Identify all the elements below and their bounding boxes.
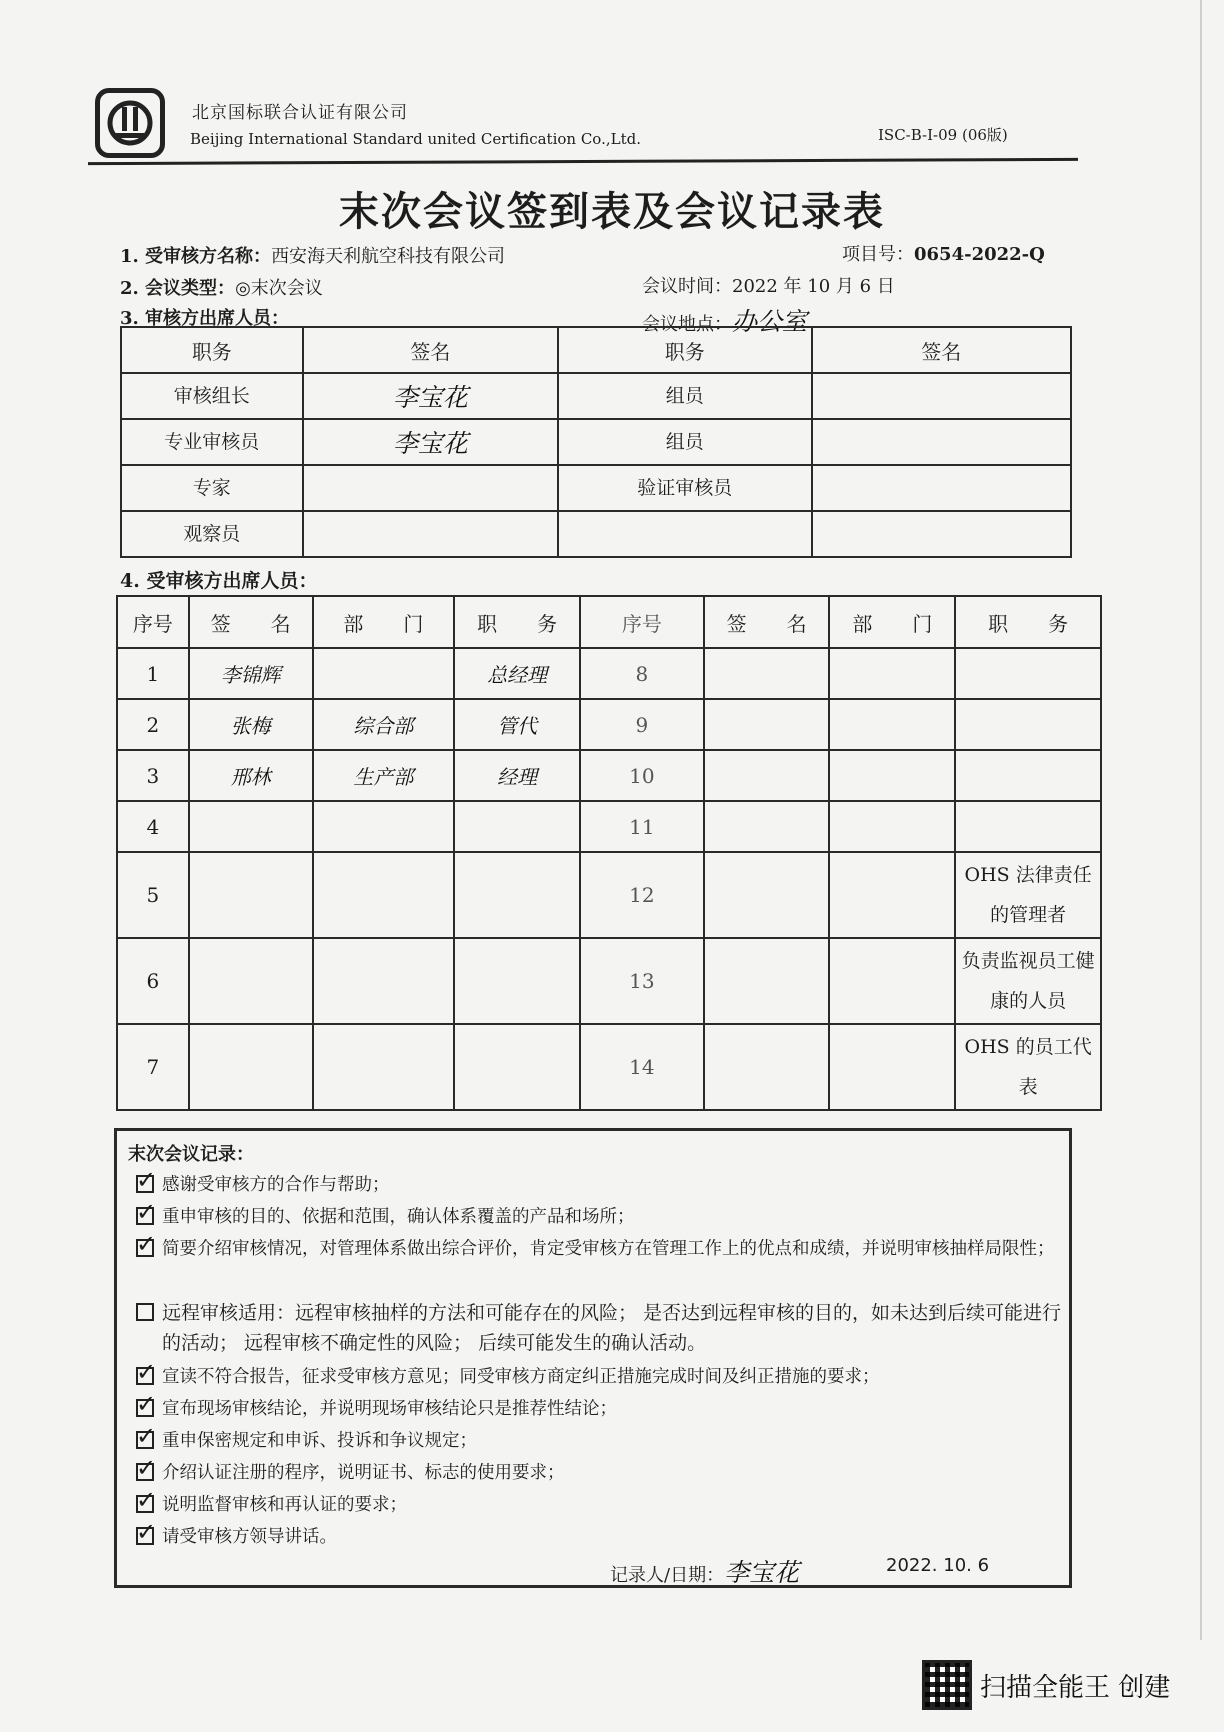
dept-cell [829, 801, 955, 852]
seq-cell: 10 [580, 750, 704, 801]
signature-cell [303, 511, 558, 557]
header-sign: 签 名 [704, 596, 830, 648]
record-date: 2022. 10. 6 [886, 1555, 990, 1576]
signature-cell [189, 852, 313, 938]
role-cell: 验证审核员 [558, 465, 811, 511]
header-sign: 签 名 [189, 596, 313, 648]
table-row [121, 419, 1071, 465]
header-role: 职务 [558, 327, 811, 373]
record-item [136, 1362, 1066, 1392]
seq-cell: 11 [580, 801, 704, 852]
recorder-label: 记录人/日期： [610, 1565, 725, 1586]
seq-cell: 14 [580, 1024, 704, 1110]
seq-cell: 4 [117, 801, 189, 852]
role-cell: 专家 [121, 465, 303, 511]
position-cell [955, 648, 1101, 699]
seq-cell: 13 [580, 938, 704, 1024]
table-row [121, 373, 1071, 419]
record-item-text: 简要介绍审核情况，对管理体系做出综合评价，肯定受审核方在管理工作上的优点和成绩，并说明审核抽样局限性； [162, 1239, 1055, 1259]
form-code: ISC-B-I-09 (06版) [878, 126, 1008, 144]
seq-cell: 3 [117, 750, 189, 801]
record-item-text: 重申审核的目的、依据和范围，确认体系覆盖的产品和场所； [162, 1207, 635, 1227]
record-item-text: 远程审核适用：远程审核抽样的方法和可能存在的风险； 是否达到远程审核的目的，如未达到后续可能进行的活动； 远程审核不确定性的风险； 后续可能发生的确认活动。 [162, 1302, 1062, 1354]
position-cell: 总经理 [454, 648, 580, 699]
meeting-record-title: 末次会议记录： [128, 1144, 254, 1165]
seq-cell: 1 [117, 648, 189, 699]
table-row [117, 750, 1101, 801]
record-item [136, 1394, 1066, 1424]
signature-cell [812, 419, 1071, 465]
header-role: 职务 [121, 327, 303, 373]
qr-code-icon [922, 1660, 972, 1710]
record-item [136, 1202, 1066, 1232]
table-row [117, 699, 1101, 750]
role-cell [558, 511, 811, 557]
company-name-en: Beijing International Standard united Certification Co.,Ltd. [190, 130, 641, 148]
position-cell [955, 750, 1101, 801]
position-cell [955, 801, 1101, 852]
checkbox-icon[interactable] [136, 1239, 154, 1257]
meeting-place-value: 办公室 [732, 307, 808, 336]
position-cell [955, 699, 1101, 750]
signature-cell [812, 511, 1071, 557]
record-item-text: 说明监督审核和再认证的要求； [162, 1495, 407, 1515]
record-item [136, 1298, 1066, 1358]
signature-cell [704, 801, 830, 852]
header-seq: 序号 [580, 596, 704, 648]
meeting-time-line [642, 272, 895, 298]
meeting-time-value: 2022 年 10 月 6 日 [732, 276, 895, 297]
table-row [117, 938, 1101, 1024]
seq-cell: 2 [117, 699, 189, 750]
signature-cell: 张梅 [189, 699, 313, 750]
record-item-text: 感谢受审核方的合作与帮助； [162, 1175, 390, 1195]
table-row [117, 852, 1101, 938]
record-item-text: 请受审核方领导讲话。 [162, 1527, 337, 1547]
dept-cell: 综合部 [313, 699, 455, 750]
company-name-cn: 北京国标联合认证有限公司 [192, 103, 408, 123]
meeting-type-label: 2. 会议类型： [120, 278, 236, 299]
dept-cell [313, 852, 455, 938]
signature-cell [704, 699, 830, 750]
auditor-attendance-table [120, 326, 1072, 558]
meeting-type-line [120, 274, 323, 300]
seq-cell: 5 [117, 852, 189, 938]
signature-cell [189, 938, 313, 1024]
role-cell: 组员 [558, 419, 811, 465]
header-dept: 部 门 [313, 596, 455, 648]
record-item-text: 宣布现场审核结论，并说明现场审核结论只是推荐性结论； [162, 1399, 617, 1419]
record-item-text: 宣读不符合报告，征求受审核方意见；同受审核方商定纠正措施完成时间及纠正措施的要求； [162, 1367, 880, 1387]
recorder-signature: 李宝花 [724, 1558, 800, 1587]
checkbox-icon[interactable] [136, 1399, 154, 1417]
header-sign: 签名 [303, 327, 558, 373]
project-label: 项目号： [842, 244, 914, 265]
dept-cell [829, 1024, 955, 1110]
table-row [121, 465, 1071, 511]
auditee-table-header [117, 596, 1101, 648]
auditor-attendees-label: 3. 审核方出席人员： [120, 308, 290, 329]
project-value: 0654-2022-Q [914, 244, 1045, 265]
checkbox-icon[interactable] [136, 1463, 154, 1481]
position-cell: 管代 [454, 699, 580, 750]
role-cell: 组员 [558, 373, 811, 419]
page-title: 末次会议签到表及会议记录表 [339, 188, 885, 235]
dept-cell [313, 1024, 455, 1110]
seq-cell: 6 [117, 938, 189, 1024]
table-row [121, 511, 1071, 557]
seq-cell: 9 [580, 699, 704, 750]
signature-cell [704, 1024, 830, 1110]
seq-cell: 12 [580, 852, 704, 938]
checkbox-icon[interactable] [136, 1431, 154, 1449]
header-sign: 签名 [812, 327, 1071, 373]
dept-cell [829, 648, 955, 699]
checkbox-icon[interactable] [136, 1495, 154, 1513]
dept-cell [829, 938, 955, 1024]
record-item [136, 1426, 1066, 1456]
signature-cell: 李锦辉 [189, 648, 313, 699]
signature-cell: 李宝花 [303, 419, 558, 465]
page-edge-divider [1200, 0, 1202, 1640]
signature-cell [812, 373, 1071, 419]
meeting-time-label: 会议时间： [642, 276, 732, 297]
dept-cell [313, 648, 455, 699]
dept-cell [829, 852, 955, 938]
table-row [117, 1024, 1101, 1110]
header-dept: 部 门 [829, 596, 955, 648]
checkbox-icon[interactable] [136, 1527, 154, 1545]
auditee-attendees-label: 4. 受审核方出席人员： [120, 570, 318, 592]
dept-cell [829, 750, 955, 801]
header-position: 职 务 [955, 596, 1101, 648]
dept-cell [313, 801, 455, 852]
scan-watermark-text: 扫描全能王 创建 [980, 1672, 1171, 1703]
dept-cell [829, 699, 955, 750]
checkbox-icon[interactable] [136, 1367, 154, 1385]
auditor-table-header [121, 327, 1071, 373]
seq-cell: 7 [117, 1024, 189, 1110]
position-cell [454, 1024, 580, 1110]
record-item [136, 1458, 1066, 1488]
position-cell [454, 801, 580, 852]
role-cell: 审核组长 [121, 373, 303, 419]
project-line [842, 240, 1045, 266]
signature-cell [704, 852, 830, 938]
role-cell: 观察员 [121, 511, 303, 557]
auditee-label: 1. 受审核方名称： [120, 246, 272, 267]
signature-cell [704, 648, 830, 699]
table-row [117, 801, 1101, 852]
meeting-place-label: 会议地点： [642, 314, 732, 335]
signature-cell: 李宝花 [303, 373, 558, 419]
dept-cell: 生产部 [313, 750, 455, 801]
position-cell: OHS 的员工代表 [955, 1024, 1101, 1110]
seq-cell: 8 [580, 648, 704, 699]
signature-cell [704, 938, 830, 1024]
position-cell [454, 852, 580, 938]
checkbox-icon[interactable] [136, 1207, 154, 1225]
record-item [136, 1234, 1066, 1264]
record-item-text: 重申保密规定和申诉、投诉和争议规定； [162, 1431, 477, 1451]
auditee-attendance-table [116, 595, 1102, 1111]
record-item [136, 1490, 1066, 1520]
auditee-line [120, 242, 505, 268]
signature-cell [189, 1024, 313, 1110]
auditee-value: 西安海天利航空科技有限公司 [271, 246, 506, 267]
signature-cell [303, 465, 558, 511]
signature-cell: 邢林 [189, 750, 313, 801]
isc-logo-icon [95, 88, 165, 158]
signature-cell [812, 465, 1071, 511]
header-divider [88, 158, 1078, 165]
header-position: 职 务 [454, 596, 580, 648]
recorder-line [610, 1553, 799, 1589]
dept-cell [313, 938, 455, 1024]
checkbox-icon[interactable] [136, 1303, 154, 1321]
meeting-type-value: ◎末次会议 [235, 278, 323, 299]
checkbox-icon[interactable] [136, 1175, 154, 1193]
record-item [136, 1170, 1066, 1200]
scan-watermark [922, 1660, 1170, 1710]
record-item-text: 介绍认证注册的程序，说明证书、标志的使用要求； [162, 1463, 565, 1483]
position-cell [454, 938, 580, 1024]
header-seq: 序号 [117, 596, 189, 648]
position-cell: 经理 [454, 750, 580, 801]
role-cell: 专业审核员 [121, 419, 303, 465]
position-cell: OHS 法律责任的管理者 [955, 852, 1101, 938]
signature-cell [704, 750, 830, 801]
table-row [117, 648, 1101, 699]
position-cell: 负责监视员工健康的人员 [955, 938, 1101, 1024]
record-item [136, 1522, 1066, 1552]
logo-glyph-icon [100, 93, 160, 153]
signature-cell [189, 801, 313, 852]
